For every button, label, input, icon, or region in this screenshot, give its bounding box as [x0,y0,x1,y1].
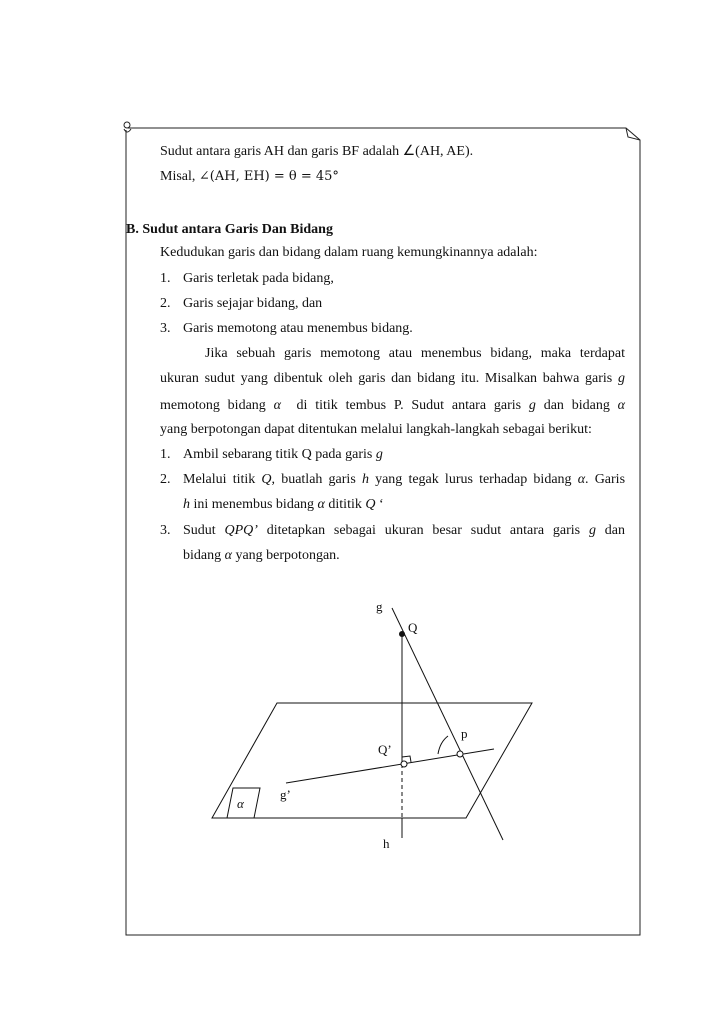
var-g: g [375,447,383,462]
line-g [392,608,503,840]
step-2-line-1 [183,471,625,489]
paragraph-line-2 [160,370,625,388]
scroll-curl-icon [124,122,131,132]
var-alpha: α [577,472,586,487]
label-alpha: α [237,796,244,811]
step-3-num: 3. [160,523,171,538]
intro-line-2 [160,168,339,186]
step-text: Sudut [183,523,225,538]
var-alpha: α [224,548,232,563]
paragraph-line-1: Jika sebuah garis memotong atau menembus bidang, maka terdapat [205,346,625,361]
paragraph-text: dan bidang [535,398,618,413]
section-intro: Kedudukan garis dan bidang dalam ruang kemungkinannya adalah: [160,245,538,260]
var-h: h [361,472,369,487]
intro-line-2-prefix: Misal, [160,169,199,184]
step-text: bidang [183,548,225,563]
label-Q: Q [408,620,418,635]
angle-arc [438,736,448,754]
step-text: dititik [324,497,366,512]
step-text: dan [595,523,625,538]
list-number: 1. [160,271,171,286]
angle-equation: ∠(AH, EH) = θ = 45° [198,169,339,184]
list-text: Garis sejajar bidang, dan [183,296,323,311]
list-number: 2. [160,296,171,311]
var-alpha: α [273,398,281,413]
step-text: yang tegak lurus terhadap bidang [368,472,578,487]
var-alpha: α [617,398,625,413]
list-item [160,270,334,288]
paragraph-text: memotong bidang [160,398,274,413]
section-heading: B. Sudut antara Garis Dan Bidang [126,222,333,237]
label-g-prime: g’ [280,787,291,802]
step-text: Melalui titik [183,472,262,487]
var-g: g [528,398,536,413]
step-text: ditetapkan sebagai ukuran besar sudut antara garis [257,523,589,538]
line-plane-angle-figure [200,595,540,855]
var-alpha: α [317,497,325,512]
paragraph-line-3 [160,397,625,415]
var-Q: Q [261,472,272,487]
label-h: h [383,836,390,851]
var-g: g [618,371,625,386]
step-text-a: Ambil sebarang titik Q pada garis [183,447,376,462]
step-2-num: 2. [160,472,171,487]
var-Q: Q [365,497,376,512]
step-text: . Garis [585,472,626,487]
point-P [457,751,463,757]
step-1 [160,446,383,464]
label-Q-prime: Q’ [378,742,392,757]
var-h: h [183,497,190,512]
var-QPQ: QPQ’ [224,523,258,538]
list-text: Garis memotong atau menembus bidang. [183,321,413,336]
point-Q [399,631,405,637]
var-g: g [588,523,596,538]
step-3-line-2 [183,547,340,565]
list-number: 1. [160,447,171,462]
step-text [183,446,383,464]
label-g: g [376,599,383,614]
step-text: ini menembus bidang [190,497,318,512]
step-text: ‘ [375,497,384,512]
paragraph-text: ukuran sudut yang dibentuk oleh garis dan bidang itu. Misalkan bahwa garis [160,371,618,386]
list-text: Garis terletak pada bidang, [183,271,334,286]
step-2-line-2 [183,496,384,514]
paragraph-line-4: yang berpotongan dapat ditentukan melalui langkah-langkah sebagai berikut: [160,422,592,437]
point-Q-prime [401,761,407,767]
step-text: , buatlah garis [271,472,362,487]
list-item [160,295,323,313]
step-text: yang berpotongan. [231,548,340,563]
intro-line-1: Sudut antara garis AH dan garis BF adalah ∠(AH, AE). [160,144,474,159]
step-3-line-1 [183,522,625,540]
list-item [160,320,413,338]
list-number: 3. [160,321,171,336]
paragraph-text: di titik tembus P. Sudut antara garis [280,398,529,413]
label-p: p [461,726,468,741]
